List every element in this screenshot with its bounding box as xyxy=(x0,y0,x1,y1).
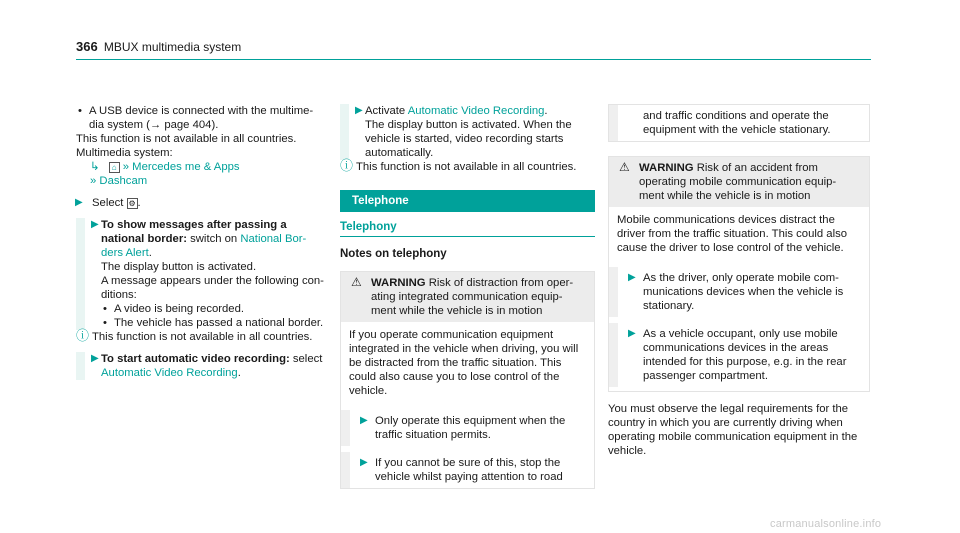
return-arrow-icon: ↳ xyxy=(90,161,100,173)
step-arrow-icon: ▶ xyxy=(355,105,363,116)
link-auto-video-recording[interactable]: Automatic Video Recording xyxy=(101,367,238,379)
step-activate: ▶ Activate Automatic Video Recording. The display button is activated. When the vehicle is started, video recording starts automatically. xyxy=(340,104,595,160)
home-icon[interactable]: ⌂ xyxy=(109,162,120,173)
warning-box-distraction: ⚠ WARNING Risk of distraction from oper-ating integrated communication equip-ment while the vehicle is in motion If you operate communication equipment integrated in the vehicle when driving, you will be distracted from the traffic situation. This could also cause you to lose control of the vehicle. ▶ Only operate this equipment when the traffic situation permits. ▶ If you cannot be sure of this, stop the vehicle whilst paying attention to road xyxy=(340,271,595,489)
step-arrow-icon: ▶ xyxy=(628,272,636,283)
chevron-right-icon: » xyxy=(122,161,133,173)
step-arrow-icon: ▶ xyxy=(91,353,99,364)
legal-note: You must observe the legal requirements for the country in which you are currently driving when operating mobile communication equipment in the vehicle. xyxy=(608,403,858,457)
step-arrow-icon: ▶ xyxy=(75,197,83,208)
info-note: ⓘ This function is not available in all countries. xyxy=(76,328,313,343)
warning-box-accident: ⚠ WARNING Risk of an accident from operating mobile communication equip-ment while the vehicle is in motion Mobile communications devices distract the driver from the traffic situation. This could also cause the driver to lose control of the vehicle. ▶ As the driver, only operate mobile com-munications devices when the vehicle is stationary. ▶ As a vehicle occupant, only use mobile communications devices in the areas intended for this purpose, e.g. in the rear passenger compartment. xyxy=(608,156,870,392)
availability-text: This function is not available in all countries. xyxy=(76,133,297,145)
column-right xyxy=(608,104,870,458)
link-auto-video-recording[interactable]: Automatic Video Recording xyxy=(407,105,545,117)
chevron-right-icon: » xyxy=(90,175,100,187)
page-header xyxy=(76,40,871,60)
notes-heading: Notes on telephony xyxy=(340,248,447,260)
step-auto-recording: ▶ To start automatic video recording: select Automatic Video Recording. xyxy=(76,352,326,380)
step-arrow-icon: ▶ xyxy=(360,415,368,426)
multimedia-label: Multimedia system: xyxy=(76,147,173,159)
info-icon: ⓘ xyxy=(340,158,354,173)
page-number: 366 xyxy=(76,39,98,54)
section-bar-telephone: Telephone xyxy=(340,190,595,212)
column-left xyxy=(76,104,326,380)
step-arrow-icon: ▶ xyxy=(91,219,99,230)
menu-dashcam[interactable]: Dashcam xyxy=(99,175,148,187)
bullet-usb: • A USB device is connected with the multime-dia system (→ page 404). xyxy=(76,104,326,132)
menu-mercedes-me-apps[interactable]: Mercedes me & Apps xyxy=(132,161,240,173)
step-arrow-icon: ▶ xyxy=(628,328,636,339)
warning-box-continued: and traffic conditions and operate the equipment with the vehicle stationary. xyxy=(608,104,870,142)
warning-icon: ⚠ xyxy=(351,275,362,289)
step-select: ▶ Select ⚙ . xyxy=(75,197,141,209)
menu-path-2 xyxy=(76,174,326,188)
gear-icon[interactable]: ⚙ xyxy=(128,198,136,208)
warning-icon: ⚠ xyxy=(619,160,630,174)
column-middle xyxy=(340,104,595,489)
subsection-telephony: Telephony xyxy=(340,218,595,237)
menu-path xyxy=(76,160,326,174)
info-note: ⓘ This function is not available in all countries. xyxy=(340,158,577,173)
step-national-border: ▶ To show messages after passing a national border: switch on National Bor-ders Alert. The display button is activated. A message appears under the following con-ditions: • A video is being recorded. • The vehicle has passed a national border. xyxy=(76,218,326,330)
info-icon: ⓘ xyxy=(76,328,90,343)
page-title: MBUX multimedia system xyxy=(103,40,242,54)
watermark: carmanualsonline.info xyxy=(770,518,882,530)
step-arrow-icon: ▶ xyxy=(360,457,368,468)
link-national-border-alert[interactable]: National Bor-ders Alert xyxy=(101,233,307,259)
